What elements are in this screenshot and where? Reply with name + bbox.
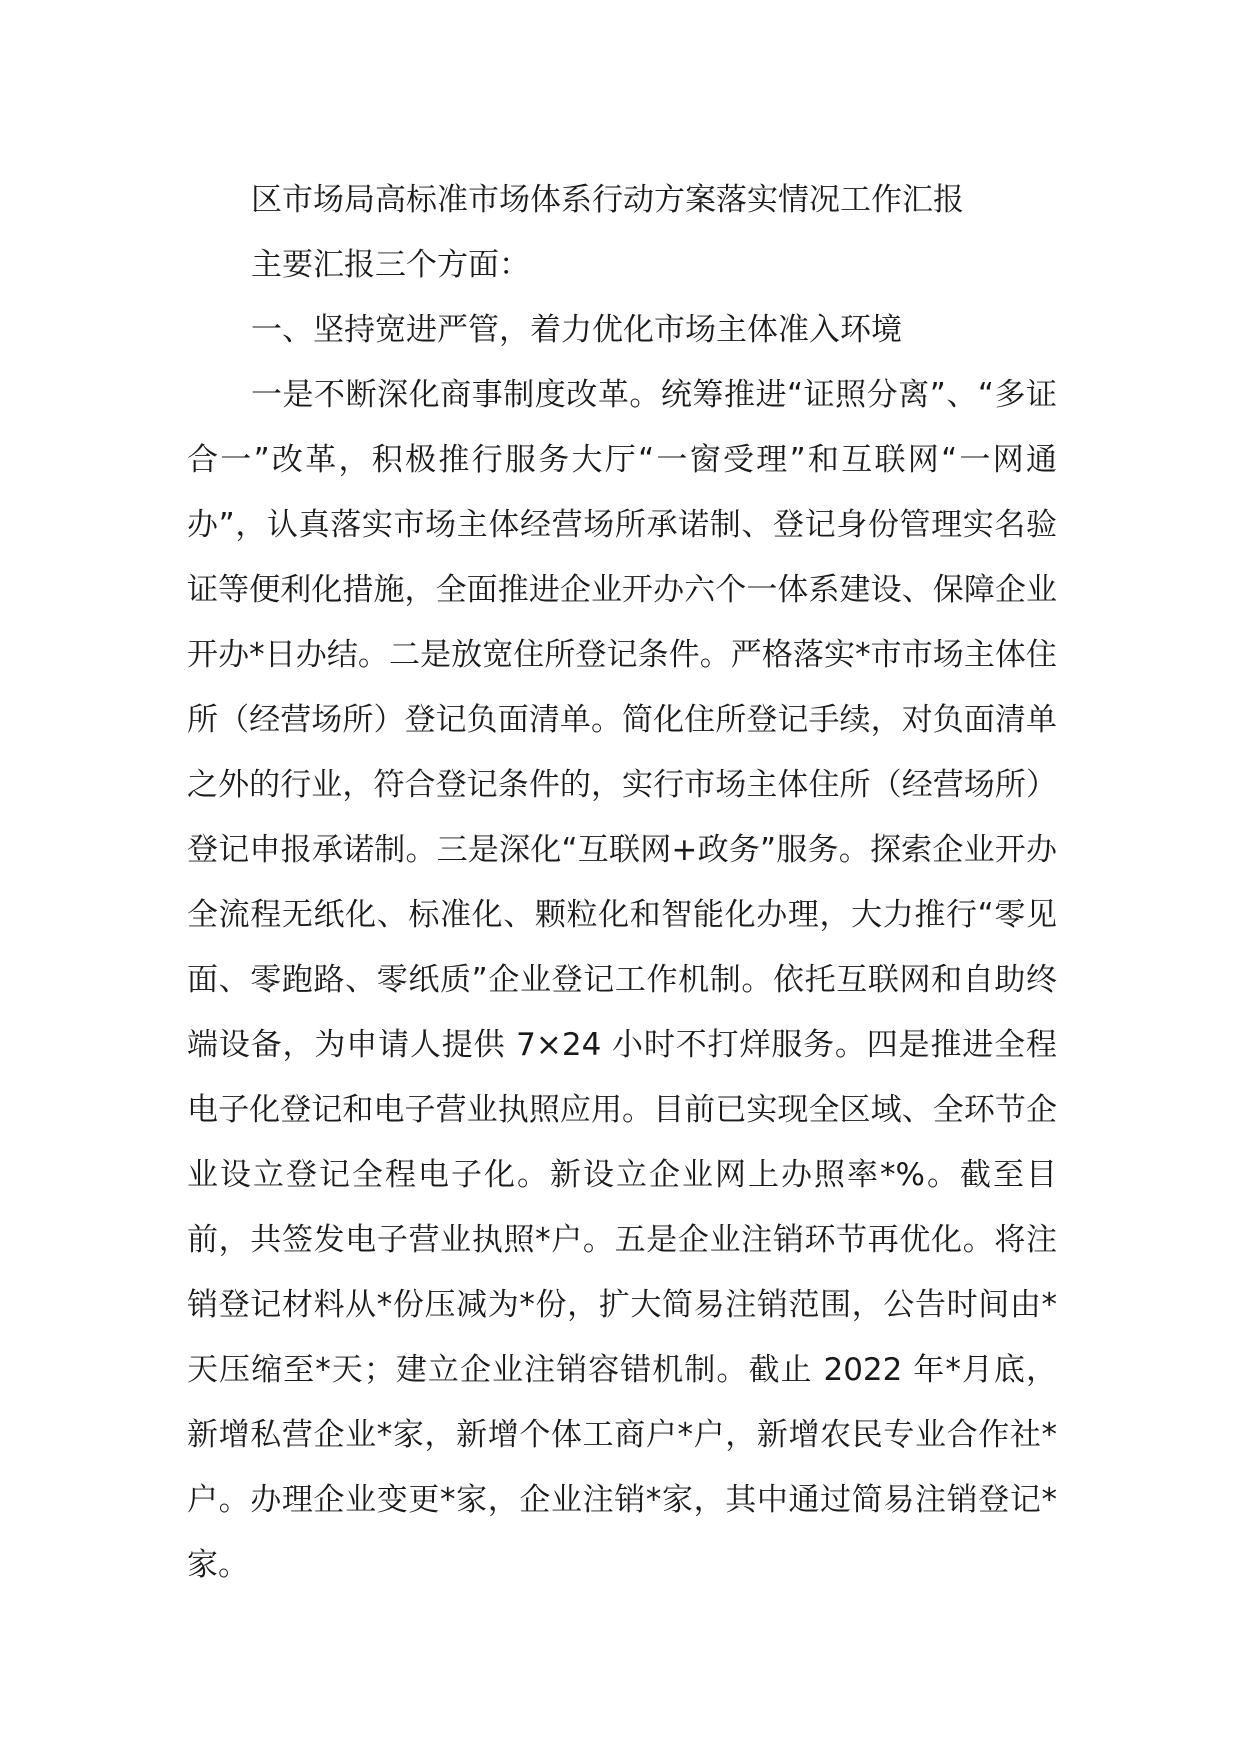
section-heading: 一、坚持宽进严管，着力优化市场主体准入环境 xyxy=(251,312,902,348)
intro-paragraph: 主要汇报三个方面： xyxy=(251,247,530,283)
document-title: 区市场局高标准市场体系行动方案落实情况工作汇报 xyxy=(251,182,964,218)
document-body xyxy=(187,168,1057,1598)
section-body-paragraph: 一是不断深化商事制度改革。统筹推进“证照分离”、“多证合一”改革，积极推行服务大厅“一窗受理”和互联网“一网通办”，认真落实市场主体经营场所承诺制、登记身份管理实名验证等便利化措施，全面推进企业开办六个一体系建设、保障企业开办*日办结。二是放宽住所登记条件。严格落实*市市场主体住所（经营场所）登记负面清单。简化住所登记手续，对负面清单之外的行业，符合登记条件的，实行市场主体住所（经营场所）登记申报承诺制。三是深化“互联网+政务”服务。探索企业开办全流程无纸化、标准化、颗粒化和智能化办理，大力推行“零见面、零跑路、零纸质”企业登记工作机制。依托互联网和自助终端设备，为申请人提供 7×24 小时不打烊服务。四是推进全程电子化登记和电子营业执照应用。目前已实现全区域、全环节企业设立登记全程电子化。新设立企业网上办照率*%。截至目前，共签发电子营业执照*户。五是企业注销环节再优化。将注销登记材料从*份压减为*份，扩大简易注销范围，公告时间由*天压缩至*天；建立企业注销容错机制。截止 2022 年*月底，新增私营企业*家，新增个体工商户*户，新增农民专业合作社*户。办理企业变更*家，企业注销*家，其中通过简易注销登记*家。 xyxy=(187,377,1057,1583)
